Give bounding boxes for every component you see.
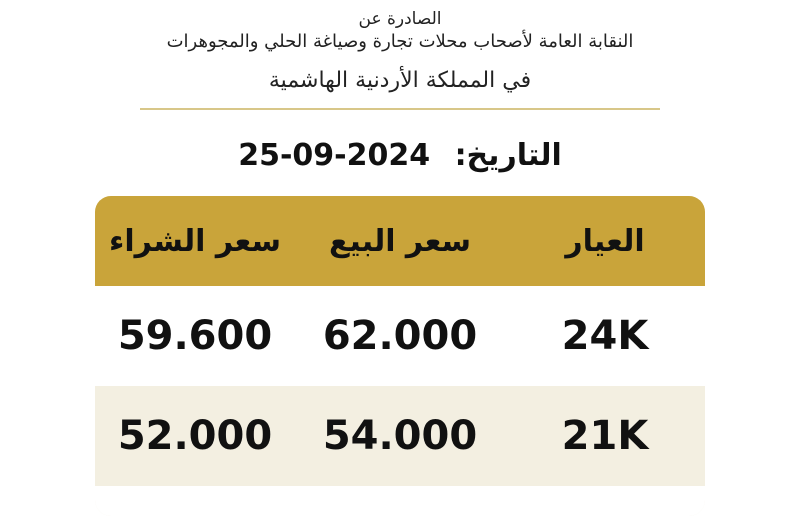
buy-price-cell: 59.600: [117, 313, 273, 359]
table-row: [95, 286, 705, 386]
date-value: 25-09-2024: [238, 138, 431, 173]
karat-cell: 21K: [561, 413, 649, 459]
sell-price-cell: 54.000: [322, 413, 478, 459]
header-buy-price: سعر الشراء: [109, 224, 281, 259]
header-divider: [140, 108, 660, 110]
karat-cell: 24K: [561, 313, 649, 359]
issued-by-line: الصادرة عن: [358, 9, 442, 29]
table-row: [95, 486, 705, 516]
organization-name: النقابة العامة لأصحاب محلات تجارة وصياغة الحلي والمجوهرات: [166, 31, 634, 52]
table-header: [95, 196, 705, 286]
gold-price-table: [95, 196, 705, 516]
date-row: [0, 136, 800, 176]
buy-price-cell: 52.000: [117, 413, 273, 459]
header-karat: العيار: [565, 224, 645, 259]
sell-price-cell: 62.000: [322, 313, 478, 359]
country-name: في المملكة الأردنية الهاشمية: [268, 68, 532, 93]
table-row: [95, 386, 705, 486]
date-label: التاريخ:: [454, 138, 562, 173]
header-sell-price: سعر البيع: [328, 224, 472, 259]
